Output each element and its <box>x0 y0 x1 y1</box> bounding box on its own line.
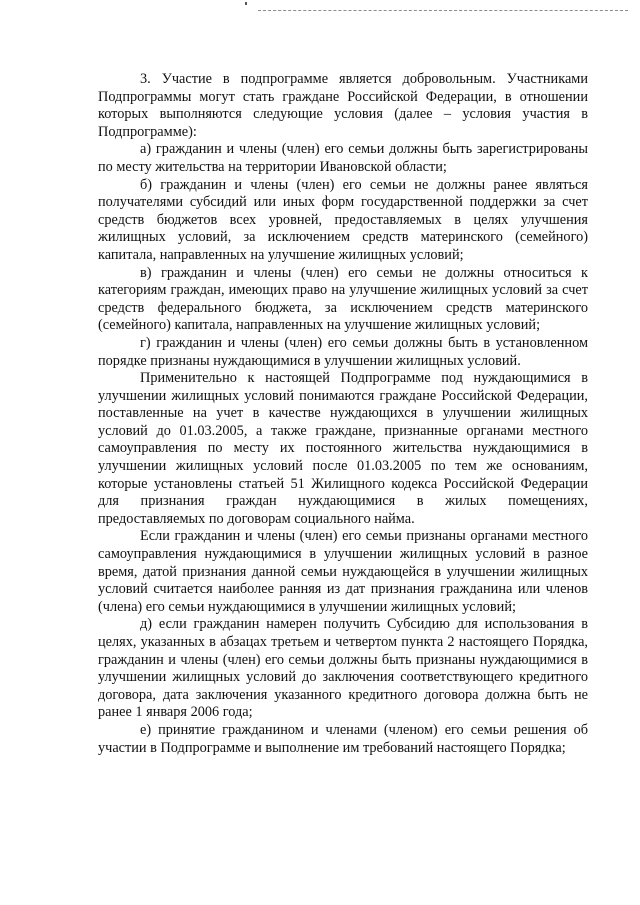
recognition-date-paragraph: Если гражданин и члены (член) его семьи признаны органами местного самоуправления нуждающимися в улучшении жилищных условий в разное время, датой признания данной семьи нуждающейся в улучшении жилищных условий считается наиболее ранняя из дат признания гражданина или членов (члена) его семьи нуждающимися в улучшении жилищных условий; <box>98 528 588 615</box>
scan-artifact-dot <box>245 2 247 5</box>
paragraph-3-intro: 3. Участие в подпрограмме является добровольным. Участниками Подпрограммы могут стать граждане Российской Федерации, в отношении которых выполняются следующие условия (далее – условия участия в Подпрограмме): <box>98 71 588 140</box>
condition-a: а) гражданин и члены (член) его семьи должны быть зарегистрированы по месту жительства на территории Ивановской области; <box>98 141 588 175</box>
condition-v: в) гражданин и члены (член) его семьи не должны относиться к категориям граждан, имеющих право на улучшение жилищных условий за счет средств федерального бюджета, за исключением средств материнского (семейного) капитала, направленных на улучшение жилищных условий; <box>98 264 588 334</box>
condition-b: б) гражданин и члены (член) его семьи не должны ранее являться получателями субсидий или иных форм государственной поддержки за счет средств бюджетов всех уровней, предоставляемых в целях улучшения жилищных условий, за исключением средств материнского (семейного) капитала, направленных на улучшение жилищных условий; <box>98 176 588 263</box>
document-body <box>98 71 588 757</box>
condition-g: г) гражданин и члены (член) его семьи должны быть в установленном порядке признаны нуждающимися в улучшении жилищных условий. <box>98 334 588 369</box>
condition-d: д) если гражданин намерен получить Субсидию для использования в целях, указанных в абзацах третьем и четвертом пункта 2 настоящего Порядка, гражданин и члены (член) его семьи должны быть признаны нуждающимися в улучшении жилищных условий до заключения соответствующего кредитного договора, дата заключения указанного кредитного договора должна быть не ранее 1 января 2006 года; <box>98 616 588 721</box>
condition-e: е) принятие гражданином и членами (членом) его семьи решения об участии в Подпрограмме и выполнение им требований настоящего Порядка; <box>98 721 588 756</box>
scan-artifact-line <box>258 10 628 11</box>
definition-paragraph: Применительно к настоящей Подпрограмме под нуждающимися в улучшении жилищных условий понимаются граждане Российской Федерации, поставленные на учет в качестве нуждающихся в улучшении жилищных условий до 01.03.2005, а также граждане, признанные органами местного самоуправления по месту их постоянного жительства нуждающимися в улучшении жилищных условий после 01.03.2005 по тем же основаниям, которые установлены статьей 51 Жилищного кодекса Российской Федерации для признания граждан нуждающимися в жилых помещениях, предоставляемых по договорам социального найма. <box>98 370 588 527</box>
